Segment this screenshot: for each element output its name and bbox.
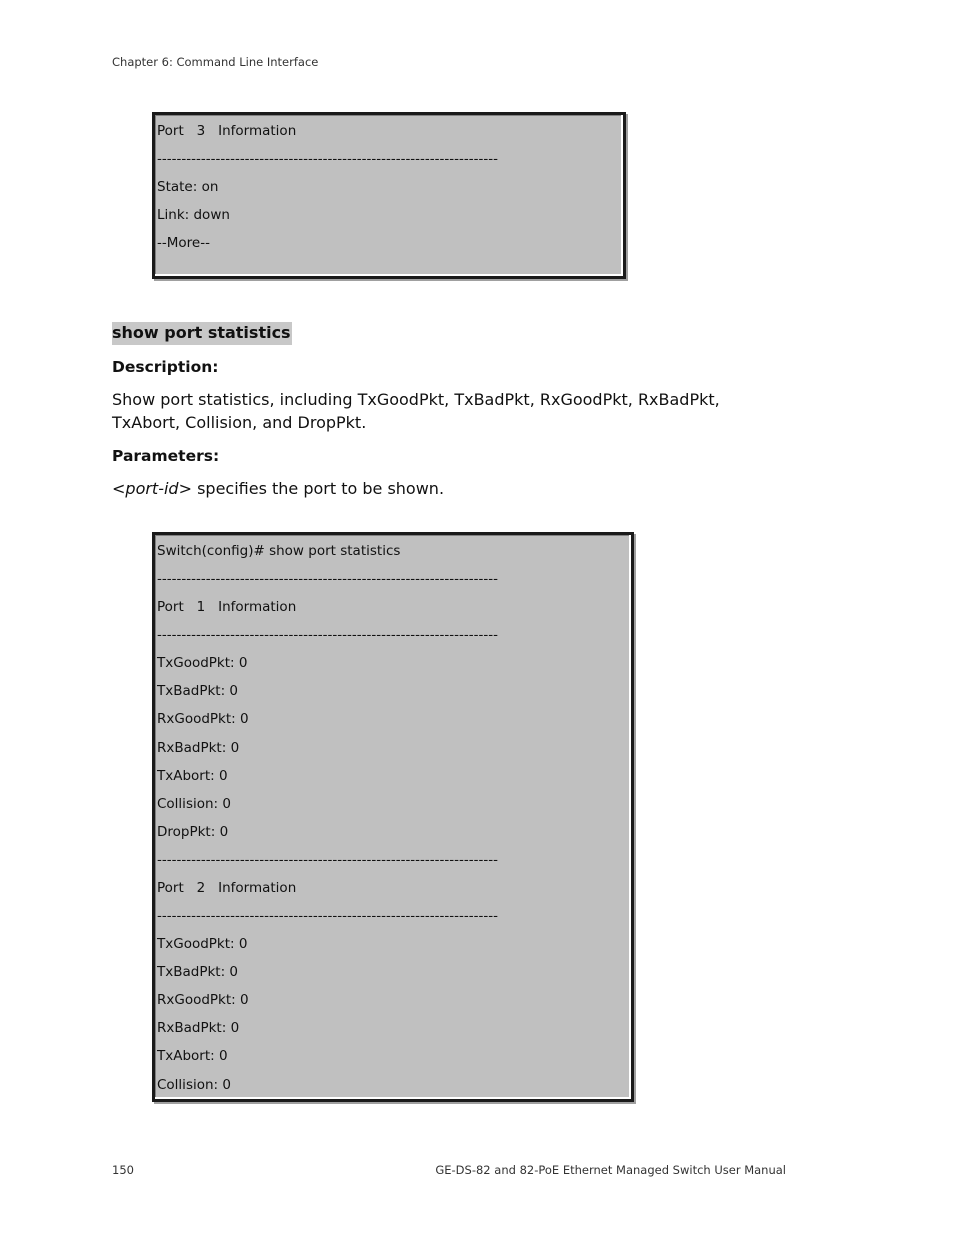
param-text: specifies the port to be shown.	[191, 479, 445, 498]
terminal-line: ----------------------------------------------------------------------	[157, 627, 498, 644]
terminal-line: TxGoodPkt: 0	[157, 655, 248, 672]
terminal-line: ----------------------------------------------------------------------	[157, 908, 498, 925]
command-heading: show port statistics	[112, 322, 292, 345]
description-label: Description:	[112, 358, 219, 376]
terminal-line: RxGoodPkt: 0	[157, 992, 249, 1009]
terminal-line: Port 2 Information	[157, 879, 297, 896]
terminal-line: ----------------------------------------------------------------------	[157, 851, 498, 868]
terminal-output-statistics	[152, 532, 634, 1102]
terminal-line: TxAbort: 0	[157, 1048, 228, 1065]
terminal-line: RxBadPkt: 0	[157, 739, 240, 756]
terminal-line: TxGoodPkt: 0	[157, 936, 248, 953]
manual-title: GE-DS-82 and 82-PoE Ethernet Managed Switch User Manual	[435, 1163, 786, 1177]
terminal-line: RxGoodPkt: 0	[157, 711, 249, 728]
terminal-line: TxAbort: 0	[157, 767, 228, 784]
parameter-description	[112, 477, 792, 500]
terminal-line: Collision: 0	[157, 1076, 231, 1093]
terminal-line: Collision: 0	[157, 795, 231, 812]
terminal-line: Link: down	[157, 207, 230, 223]
param-name: port-id	[125, 479, 179, 498]
parameters-label: Parameters:	[112, 447, 220, 465]
param-close-bracket: >	[178, 479, 192, 498]
terminal-output-port3	[152, 112, 626, 279]
param-open-bracket: <	[112, 479, 126, 498]
terminal-line: State: on	[157, 179, 219, 195]
terminal-line: TxBadPkt: 0	[157, 683, 239, 700]
description-text: Show port statistics, including TxGoodPkt, TxBadPkt, RxGoodPkt, RxBadPkt, TxAbort, Collision, and DropPkt.	[112, 390, 720, 432]
terminal-line: --More--	[157, 235, 210, 251]
page-number: 150	[112, 1163, 134, 1177]
terminal-line: RxBadPkt: 0	[157, 1020, 240, 1037]
terminal-line: ----------------------------------------------------------------------	[157, 571, 498, 588]
chapter-header: Chapter 6: Command Line Interface	[112, 55, 319, 69]
terminal-line: Port 3 Information	[157, 123, 297, 139]
terminal-line: DropPkt: 0	[157, 823, 229, 840]
terminal-line: Switch(config)# show port statistics	[157, 543, 401, 559]
terminal-line: TxBadPkt: 0	[157, 964, 239, 981]
terminal-line: ----------------------------------------------------------------------	[157, 151, 498, 167]
terminal-line: Port 1 Information	[157, 599, 297, 616]
